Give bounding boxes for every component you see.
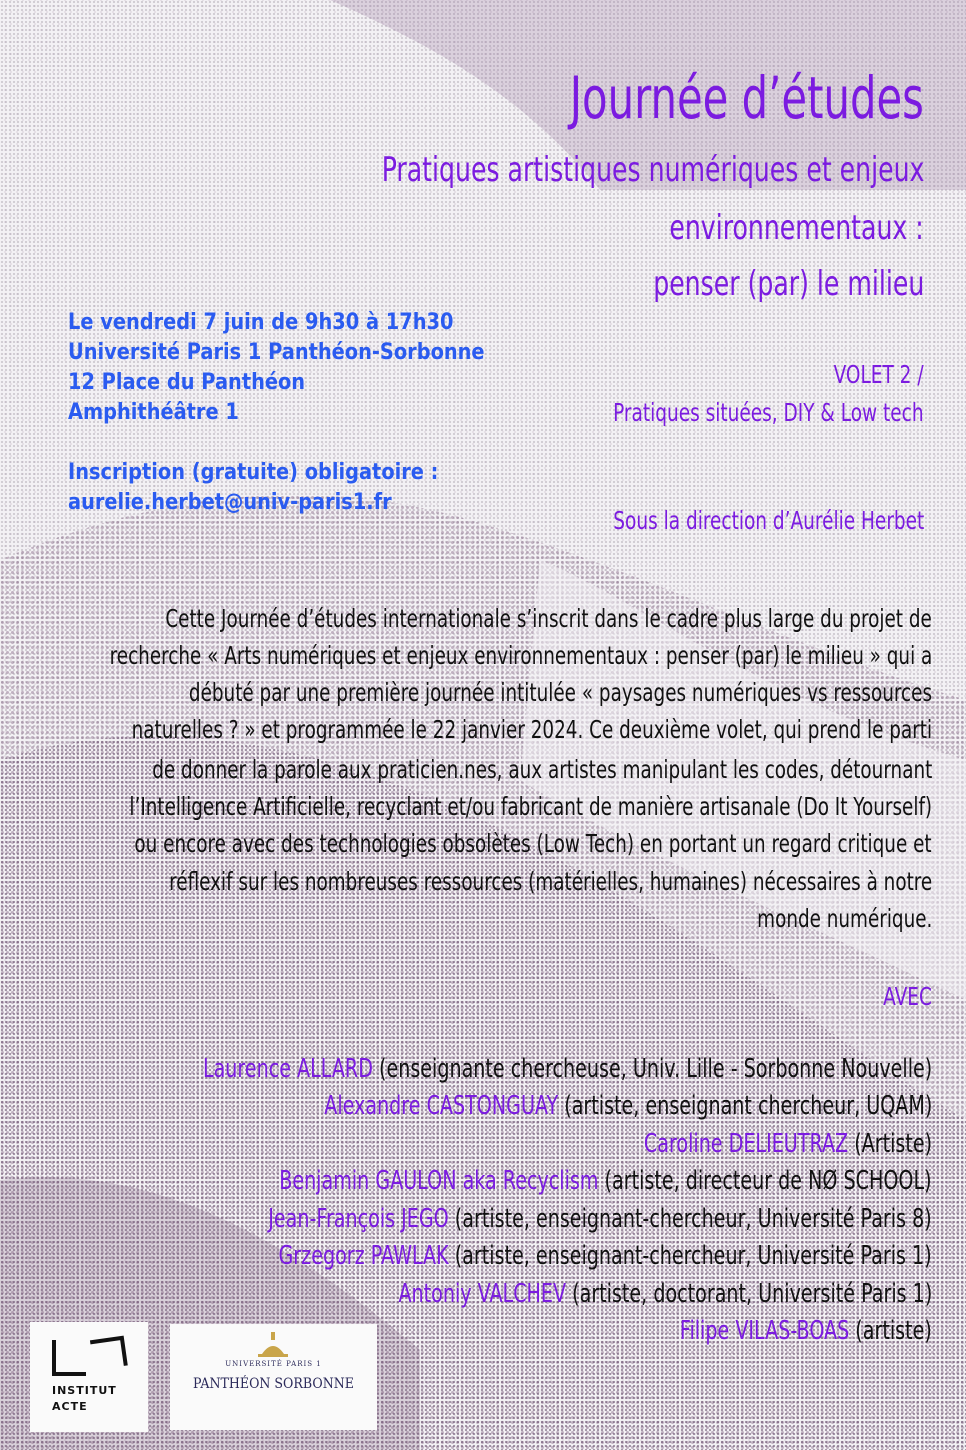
description-line: de donner la parole aux praticien.nes, aux artistes manipulant les codes, détournant	[151, 755, 932, 784]
description-line: Cette Journée d’études internationale s’inscrit dans le cadre plus large du projet de	[165, 604, 932, 633]
event-date: Le vendredi 7 juin de 9h30 à 17h30	[68, 310, 454, 335]
speaker-item	[398, 1279, 932, 1309]
speaker-item	[680, 1316, 932, 1346]
description-line: réflexif sur les nombreuses ressources (matérielles, humaines) nécessaires à notre	[168, 867, 932, 896]
description-line: l’Intelligence Artificielle, recyclant et/ou fabricant de manière artisanale (Do It Yourself)	[129, 792, 932, 821]
speaker-name: Laurence ALLARD	[202, 1054, 373, 1084]
description-line: recherche « Arts numériques et enjeux environnementaux : penser (par) le milieu » qui a	[109, 641, 932, 670]
speaker-name: Antoniy VALCHEV	[398, 1279, 566, 1309]
pantheon-dome-icon	[170, 1324, 377, 1364]
speaker-name: Alexandre CASTONGUAY	[323, 1091, 558, 1121]
page-title: Journée d’études	[569, 64, 924, 132]
pantheon-big-text: PANTHÉON SORBONNE	[193, 1376, 354, 1392]
institut-acte-line-2: ACTE	[52, 1400, 88, 1413]
institut-acte-mark-icon	[30, 1322, 148, 1382]
speaker-item	[268, 1204, 932, 1234]
speaker-role: (enseignante chercheuse, Univ. Lille - Sorbonne Nouvelle)	[372, 1054, 932, 1084]
speaker-role: (artiste, directeur de NØ SCHOOL)	[598, 1166, 932, 1196]
speaker-name: Caroline DELIEUTRAZ	[643, 1129, 849, 1159]
speaker-role: (artiste, enseignant chercheur, UQAM)	[557, 1091, 932, 1121]
speaker-name: Filipe VILAS-BOAS	[680, 1316, 850, 1346]
speaker-role: (artiste)	[849, 1316, 932, 1346]
description-line: naturelles ? » et programmée le 22 janvier 2024. Ce deuxième volet, qui prend le parti	[131, 715, 932, 744]
event-room: Amphithéâtre 1	[68, 400, 239, 425]
description-line: monde numérique.	[756, 904, 932, 933]
subtitle-line-1: Pratiques artistiques numériques et enjeux	[381, 150, 924, 190]
volet-theme: Pratiques situées, DIY & Low tech	[613, 398, 924, 427]
volet-label: VOLET 2 /	[834, 360, 924, 389]
speaker-name: Jean-François JEGO	[268, 1204, 449, 1234]
direction-note: Sous la direction d’Aurélie Herbet	[612, 506, 924, 535]
event-address: 12 Place du Panthéon	[68, 370, 306, 395]
institut-acte-line-1: INSTITUT	[52, 1384, 117, 1397]
speaker-item	[280, 1166, 932, 1196]
speakers-heading: AVEC	[883, 982, 932, 1011]
speaker-item	[279, 1241, 932, 1271]
speaker-role: (Artiste)	[848, 1129, 932, 1159]
pantheon-sorbonne-logo	[170, 1324, 377, 1430]
registration-email[interactable]: aurelie.herbet@univ-paris1.fr	[68, 490, 392, 515]
speaker-name: Grzegorz PAWLAK	[278, 1241, 449, 1271]
speaker-role: (artiste, enseignant-chercheur, Université Paris 8)	[448, 1204, 932, 1234]
institut-acte-logo	[30, 1322, 148, 1432]
pantheon-small-text: UNIVERSITÉ PARIS 1	[225, 1360, 322, 1368]
speaker-name: Benjamin GAULON aka Recyclism	[279, 1166, 599, 1196]
subtitle-line-2: environnementaux :	[669, 208, 924, 248]
event-venue: Université Paris 1 Panthéon-Sorbonne	[68, 340, 485, 365]
speaker-item	[324, 1091, 932, 1121]
speaker-item	[644, 1129, 932, 1159]
speaker-role: (artiste, doctorant, Université Paris 1)	[565, 1279, 932, 1309]
speaker-item	[203, 1054, 932, 1084]
registration-note: Inscription (gratuite) obligatoire :	[68, 460, 439, 485]
description-line: débuté par une première journée intitulée « paysages numériques vs ressources	[188, 678, 932, 707]
description-line: ou encore avec des technologies obsolètes (Low Tech) en portant un regard critique et	[134, 829, 932, 858]
subtitle-line-3: penser (par) le milieu	[652, 264, 924, 304]
speaker-role: (artiste, enseignant-chercheur, Université Paris 1)	[448, 1241, 932, 1271]
